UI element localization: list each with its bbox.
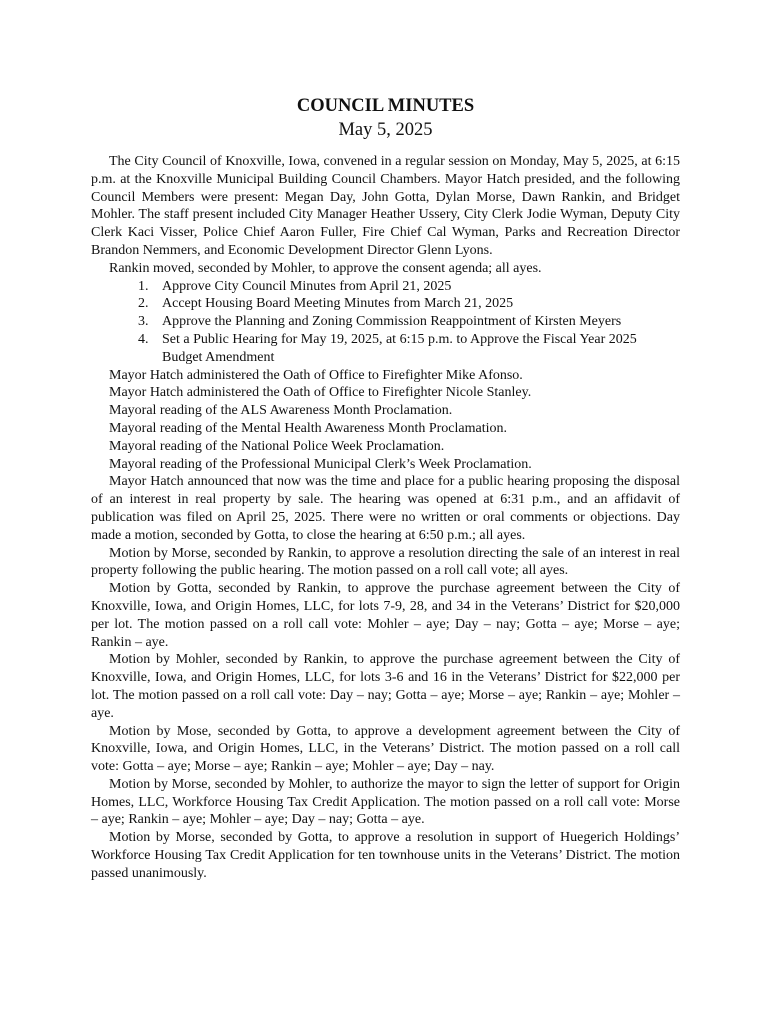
motion-paragraph: Motion by Morse, seconded by Rankin, to approve a resolution directing the sale of an interest in real property following the public hearing. The motion passed on a roll call vote; all ayes. bbox=[91, 545, 680, 579]
announcement: Mayoral reading of the ALS Awareness Month Proclamation. bbox=[109, 403, 453, 419]
list-item-text: Approve the Planning and Zoning Commission Reappointment of Kirsten Meyers bbox=[162, 314, 622, 330]
list-number: 2. bbox=[138, 296, 149, 312]
motion-paragraph: Motion by Gotta, seconded by Rankin, to approve the purchase agreement between the City of Knoxville, Iowa, and Origin Homes, LLC, for lots 7-9, 28, and 34 in the Veterans’ District for $20,000 per lot. The motion passed on a roll call vote: Mohler – aye; Day – nay; Gotta – aye; Morse – aye; Rankin – aye. bbox=[91, 581, 680, 650]
motion-paragraph: Motion by Morse, seconded by Gotta, to approve a resolution in support of Huegerich Holdings’ Workforce Housing Tax Credit Application for ten townhouse units in the Veterans’ District. The motion passed unanimously. bbox=[91, 830, 680, 881]
list-number: 4. bbox=[138, 331, 149, 347]
announcement: Mayoral reading of the Professional Municipal Clerk’s Week Proclamation. bbox=[109, 456, 532, 472]
document-page bbox=[91, 94, 680, 883]
spacer bbox=[91, 142, 680, 153]
list-item bbox=[91, 313, 680, 331]
document-title: COUNCIL MINUTES bbox=[296, 96, 475, 116]
motion-paragraph: Motion by Morse, seconded by Mohler, to authorize the mayor to sign the letter of support for Origin Homes, LLC, Workforce Housing Tax Credit Application. The motion passed on a roll call vote: Morse – aye; Rankin – aye; Mohler – aye; Day – nay; Gotta – aye. bbox=[91, 776, 680, 828]
list-number: 3. bbox=[138, 314, 149, 330]
motion-paragraph: Motion by Mohler, seconded by Rankin, to approve the purchase agreement between the City of Knoxville, Iowa, and Origin Homes, LLC, for lots 3-6 and 16 in the Veterans’ District for $22,000 per lot. The motion passed on a roll call vote: Day – nay; Gotta – aye; Morse – aye; Rankin – aye; Mohler – aye. bbox=[91, 652, 680, 721]
consent-motion: Rankin moved, seconded by Mohler, to approve the consent agenda; all ayes. bbox=[109, 260, 542, 276]
document-date: May 5, 2025 bbox=[338, 120, 433, 140]
announcement: Mayoral reading of the National Police Week Proclamation. bbox=[109, 438, 445, 454]
list-number: 1. bbox=[138, 278, 149, 294]
motion-paragraph: Motion by Mose, seconded by Gotta, to approve a development agreement between the City of Knoxville, Iowa, and Origin Homes, LLC, in the Veterans’ District. The motion passed on a roll call vote: Gotta – aye; Morse – aye; Rankin – aye; Mohler – aye; Day – nay. bbox=[91, 723, 680, 775]
list-item-text: Approve City Council Minutes from April 21, 2025 bbox=[162, 278, 452, 294]
announcement: Mayor Hatch administered the Oath of Office to Firefighter Mike Afonso. bbox=[109, 367, 523, 383]
opening-paragraph: The City Council of Knoxville, Iowa, convened in a regular session on Monday, May 5, 2025, at 6:15 p.m. at the Knoxville Municipal Building Council Chambers. Mayor Hatch presided, and the following Council Members were present: Megan Day, John Gotta, Dylan Morse, Dawn Rankin, and Bridget Mohler. The staff present included City Manager Heather Ussery, City Clerk Jodie Wyman, Deputy City Clerk Kaci Visser, Police Chief Aaron Fuller, Fire Chief Cal Wyman, Parks and Recreation Director Brandon Nemmers, and Economic Development Director Glenn Lyons. bbox=[91, 154, 680, 258]
list-item bbox=[91, 331, 680, 367]
list-item-text: Set a Public Hearing for May 19, 2025, at 6:15 p.m. to Approve the Fiscal Year 2025 Budget Amendment bbox=[162, 331, 637, 365]
consent-agenda-list bbox=[91, 278, 680, 367]
announcement: Mayor Hatch administered the Oath of Office to Firefighter Nicole Stanley. bbox=[109, 385, 532, 401]
announcement: Mayoral reading of the Mental Health Awareness Month Proclamation. bbox=[109, 420, 507, 436]
list-item bbox=[91, 295, 680, 313]
list-item bbox=[91, 278, 680, 296]
list-item-text: Accept Housing Board Meeting Minutes from March 21, 2025 bbox=[162, 296, 514, 312]
motion-paragraph: Mayor Hatch announced that now was the time and place for a public hearing proposing the disposal of an interest in real property by sale. The hearing was opened at 6:31 p.m., and an affidavit of publication was filed on April 25, 2025. There were no written or oral comments or objections. Day made a motion, seconded by Gotta, to close the hearing at 6:50 p.m.; all ayes. bbox=[91, 474, 680, 543]
